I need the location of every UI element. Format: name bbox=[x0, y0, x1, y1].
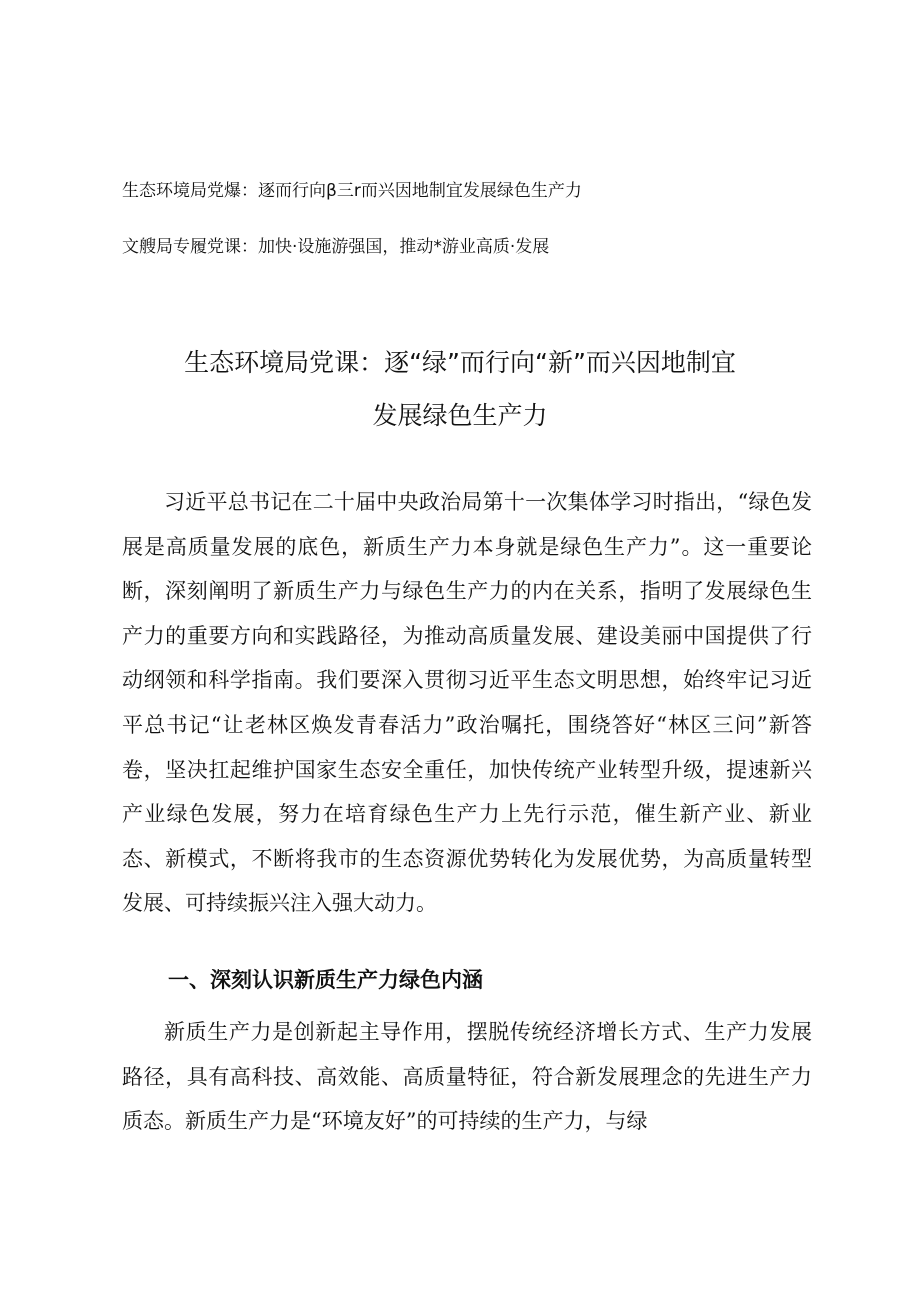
document-title-line-1: 生态环境局党课：逐“绿”而行向“新”而兴因地制宜 bbox=[184, 348, 736, 377]
body-paragraph-2: 新质生产力是创新起主导作用，摆脱传统经济增长方式、生产力发展路径，具有高科技、高效能、高质量特征，符合新发展理念的先进生产力质态。新质生产力是“环境友好”的可持续的生产力，与绿 bbox=[122, 1020, 812, 1134]
body-paragraph-1: 习近平总书记在二十届中央政治局第十一次集体学习时指出，“绿色发展是高质量发展的底色，新质生产力本身就是绿色生产力”。这一重要论断，深刻阐明了新质生产力与绿色生产力的内在关系，指明了发展绿色生产力的重要方向和实践路径，为推动高质量发展、建设美丽中国提供了行动纲领和科学指南。我们要深入贯彻习近平生态文明思想，始终牢记习近平总书记“让老林区焕发青春活力”政治嘱托，围绕答好“林区三问”新答卷，坚决扛起维护国家生态安全重任，加快传统产业转型升级，提速新兴产业绿色发展，努力在培育绿色生产力上先行示范，催生新产业、新业态、新模式，不断将我市的生态资源优势转化为发展优势，为高质量转型发展、可持续振兴注入强大动力。 bbox=[122, 490, 812, 916]
toc-entry-2: 文艘局专履党课：加快·设施游强国，推动*游业高质·发展 bbox=[122, 237, 550, 257]
document-title-line-2: 发展绿色生产力 bbox=[372, 401, 548, 430]
toc-entry-1: 生态环境局党爆：逐而行向β三r而兴因地制宜发展绿色生产力 bbox=[122, 181, 582, 201]
section-heading-1: 一、深刻认识新质生产力绿色内涵 bbox=[168, 968, 483, 992]
